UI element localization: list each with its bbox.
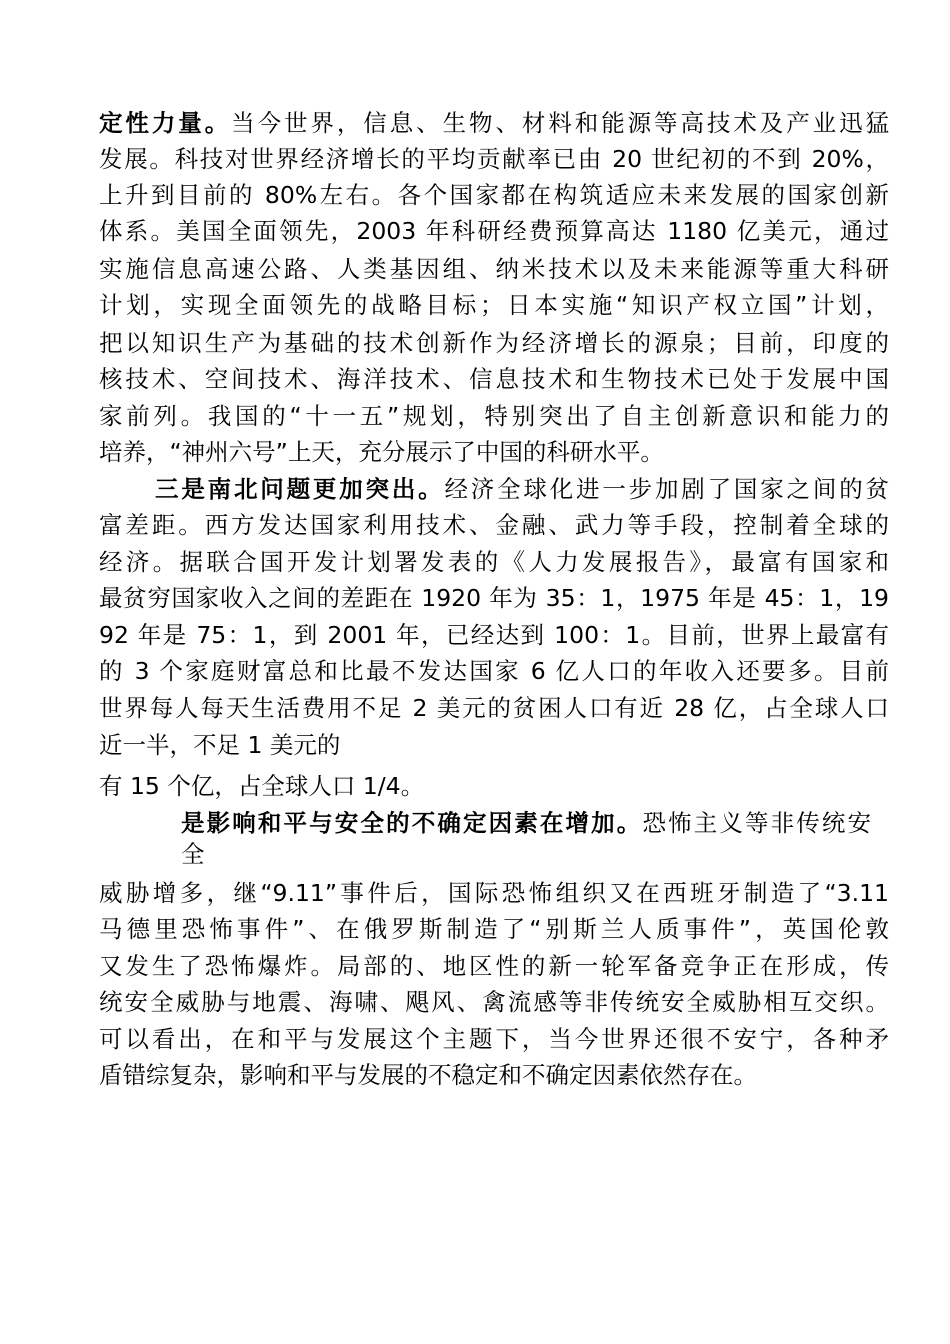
paragraph-1-line-8: 核技术、空间技术、海洋技术、信息技术和生物技术已处于发展中国 bbox=[99, 365, 889, 393]
paragraph-1-line-9: 家前列。我国的“十一五”规划，特别突出了自主创新意识和能力的 bbox=[99, 402, 889, 430]
paragraph-2-lead: 三是南北问题更加突出。 bbox=[155, 475, 445, 503]
paragraph-1-lead: 定性力量。 bbox=[99, 109, 232, 137]
paragraph-3-line-6: 统安全威胁与地震、海啸、飓风、禽流感等非传统安全威胁相互交织。 bbox=[99, 988, 889, 1016]
paragraph-2-line-8: 近一半，不足 1 美元的 bbox=[99, 731, 341, 759]
paragraph-1-line-2: 发展。科技对世界经济增长的平均贡献率已由 20 世纪初的不到 20%， bbox=[99, 145, 889, 173]
paragraph-1-text: 当今世界，信息、生物、材料和能源等高技术及产业迅猛 bbox=[231, 109, 890, 137]
paragraph-2-line-9: 有 15 个亿，占全球人口 1/4。 bbox=[99, 772, 425, 800]
paragraph-3-line-3: 威胁增多，继“9.11”事件后，国际恐怖组织又在西班牙制造了“3.11 bbox=[99, 879, 889, 907]
paragraph-2-line-4: 最贫穷国家收入之间的差距在 1920 年为 35：1，1975 年是 45：1，19 bbox=[99, 584, 889, 612]
paragraph-3-line-7: 可以看出，在和平与发展这个主题下，当今世界还很不安宁，各种矛 bbox=[99, 1025, 889, 1053]
paragraph-3-line-4: 马德里恐怖事件”、在俄罗斯制造了“别斯兰人质事件”，英国伦敦 bbox=[99, 915, 889, 943]
paragraph-2-line-2: 富差距。西方发达国家利用技术、金融、武力等手段，控制着全球的 bbox=[99, 511, 889, 539]
paragraph-1-line-3: 上升到目前的 80%左右。各个国家都在构筑适应未来发展的国家创新 bbox=[99, 181, 889, 209]
paragraph-1-line-6: 计划，实现全面领先的战略目标；日本实施“知识产权立国”计划， bbox=[99, 291, 889, 319]
paragraph-2-line-1 bbox=[155, 471, 889, 507]
paragraph-1-line-10: 培养，“神州六号”上天，充分展示了中国的科研水平。 bbox=[99, 438, 664, 466]
paragraph-2-line-3: 经济。据联合国开发计划署发表的《人力发展报告》，最富有国家和 bbox=[99, 548, 889, 576]
paragraph-2-line-6: 的 3 个家庭财富总和比最不发达国家 6 亿人口的年收入还要多。目前 bbox=[99, 657, 889, 685]
paragraph-3-line-5: 又发生了恐怖爆炸。局部的、地区性的新一轮军备竞争正在形成，传 bbox=[99, 952, 889, 980]
paragraph-1-line-1 bbox=[99, 105, 889, 141]
paragraph-3-text: 恐怖主义等非传统安 bbox=[642, 809, 872, 837]
paragraph-1-line-5: 实施信息高速公路、人类基因组、纳米技术以及未来能源等重大科研 bbox=[99, 255, 889, 283]
paragraph-3-line-2: 全 bbox=[181, 840, 205, 868]
paragraph-2-text: 经济全球化进一步加剧了国家之间的贫 bbox=[444, 475, 890, 503]
paragraph-1-line-4: 体系。美国全面领先，2003 年科研经费预算高达 1180 亿美元，通过 bbox=[99, 217, 889, 245]
paragraph-3-lead: 是影响和平与安全的不确定因素在增加。 bbox=[181, 809, 643, 837]
paragraph-1-line-7: 把以知识生产为基础的技术创新作为经济增长的源泉；目前，印度的 bbox=[99, 329, 889, 357]
paragraph-3-line-1 bbox=[181, 805, 871, 841]
paragraph-3-line-8: 盾错综复杂，影响和平与发展的不稳定和不确定因素依然存在。 bbox=[99, 1061, 757, 1089]
paragraph-2-line-7: 世界每人每天生活费用不足 2 美元的贫困人口有近 28 亿，占全球人口 bbox=[99, 694, 889, 722]
paragraph-2-line-5: 92 年是 75：1，到 2001 年，已经达到 100：1。目前，世界上最富有 bbox=[99, 621, 889, 649]
